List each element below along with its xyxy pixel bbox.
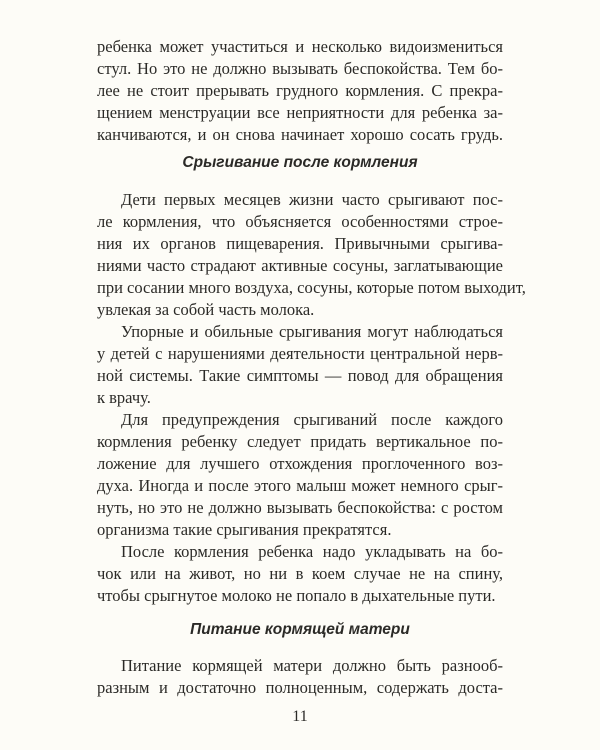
- section-heading: Питание кормящей матери: [190, 621, 410, 638]
- text-line: ной системы. Такие симптомы — повод для обращения: [97, 366, 503, 385]
- text-line: канчиваются, и он снова начинает хорошо сосать грудь.: [97, 125, 503, 144]
- text-line: духа. Иногда и после этого малыш может немного срыг-: [97, 476, 503, 495]
- page-number: 11: [292, 708, 308, 725]
- text-line: организма такие срыгивания прекратятся.: [97, 520, 392, 539]
- text-line: ния их органов пищеварения. Привычными срыгива-: [97, 234, 503, 253]
- text-line: Для предупреждения срыгиваний после каждого: [121, 410, 503, 429]
- text-line: ложение для лучшего отхождения проглоченного воз-: [97, 454, 503, 473]
- text-line: ниями часто страдают активные сосуны, заглатывающие: [97, 256, 503, 275]
- text-line: разным и достаточно полноценным, содержать доста-: [97, 678, 503, 697]
- text-line: Упорные и обильные срыгивания могут наблюдаться: [121, 322, 503, 341]
- text-line: Дети первых месяцев жизни часто срыгивают пос-: [121, 190, 503, 209]
- text-line: щением менструации все неприятности для ребенка за-: [97, 103, 503, 122]
- text-line: После кормления ребенка надо укладывать на бо-: [121, 542, 503, 561]
- text-line: чтобы срыгнутое молоко не попало в дыхательные пути.: [97, 586, 496, 605]
- text-line: ребенка может участиться и несколько видоизмениться: [97, 37, 503, 56]
- text-line: нуть, но это не должно вызывать беспокойства: с ростом: [97, 498, 503, 517]
- text-line: ле кормления, что объясняется особенностями строе-: [97, 212, 503, 231]
- text-line: лее не стоит прерывать грудного кормления. С прекра-: [97, 81, 503, 100]
- text-line: у детей с нарушениями деятельности центральной нерв-: [97, 344, 503, 363]
- text-line: кормления ребенку следует придать вертикальное по-: [97, 432, 503, 451]
- text-line: стул. Но это не должно вызывать беспокойства. Тем бо-: [97, 59, 503, 78]
- text-line: увлекая за собой часть молока.: [97, 300, 315, 319]
- text-line: Питание кормящей матери должно быть разнооб-: [121, 656, 503, 675]
- text-line: чок или на живот, но ни в коем случае не на спину,: [97, 564, 503, 583]
- text-line: к врачу.: [97, 388, 151, 407]
- section-heading: Срыгивание после кормления: [182, 154, 418, 171]
- text-line: при сосании много воздуха, сосуны, которые потом выходит,: [97, 278, 526, 297]
